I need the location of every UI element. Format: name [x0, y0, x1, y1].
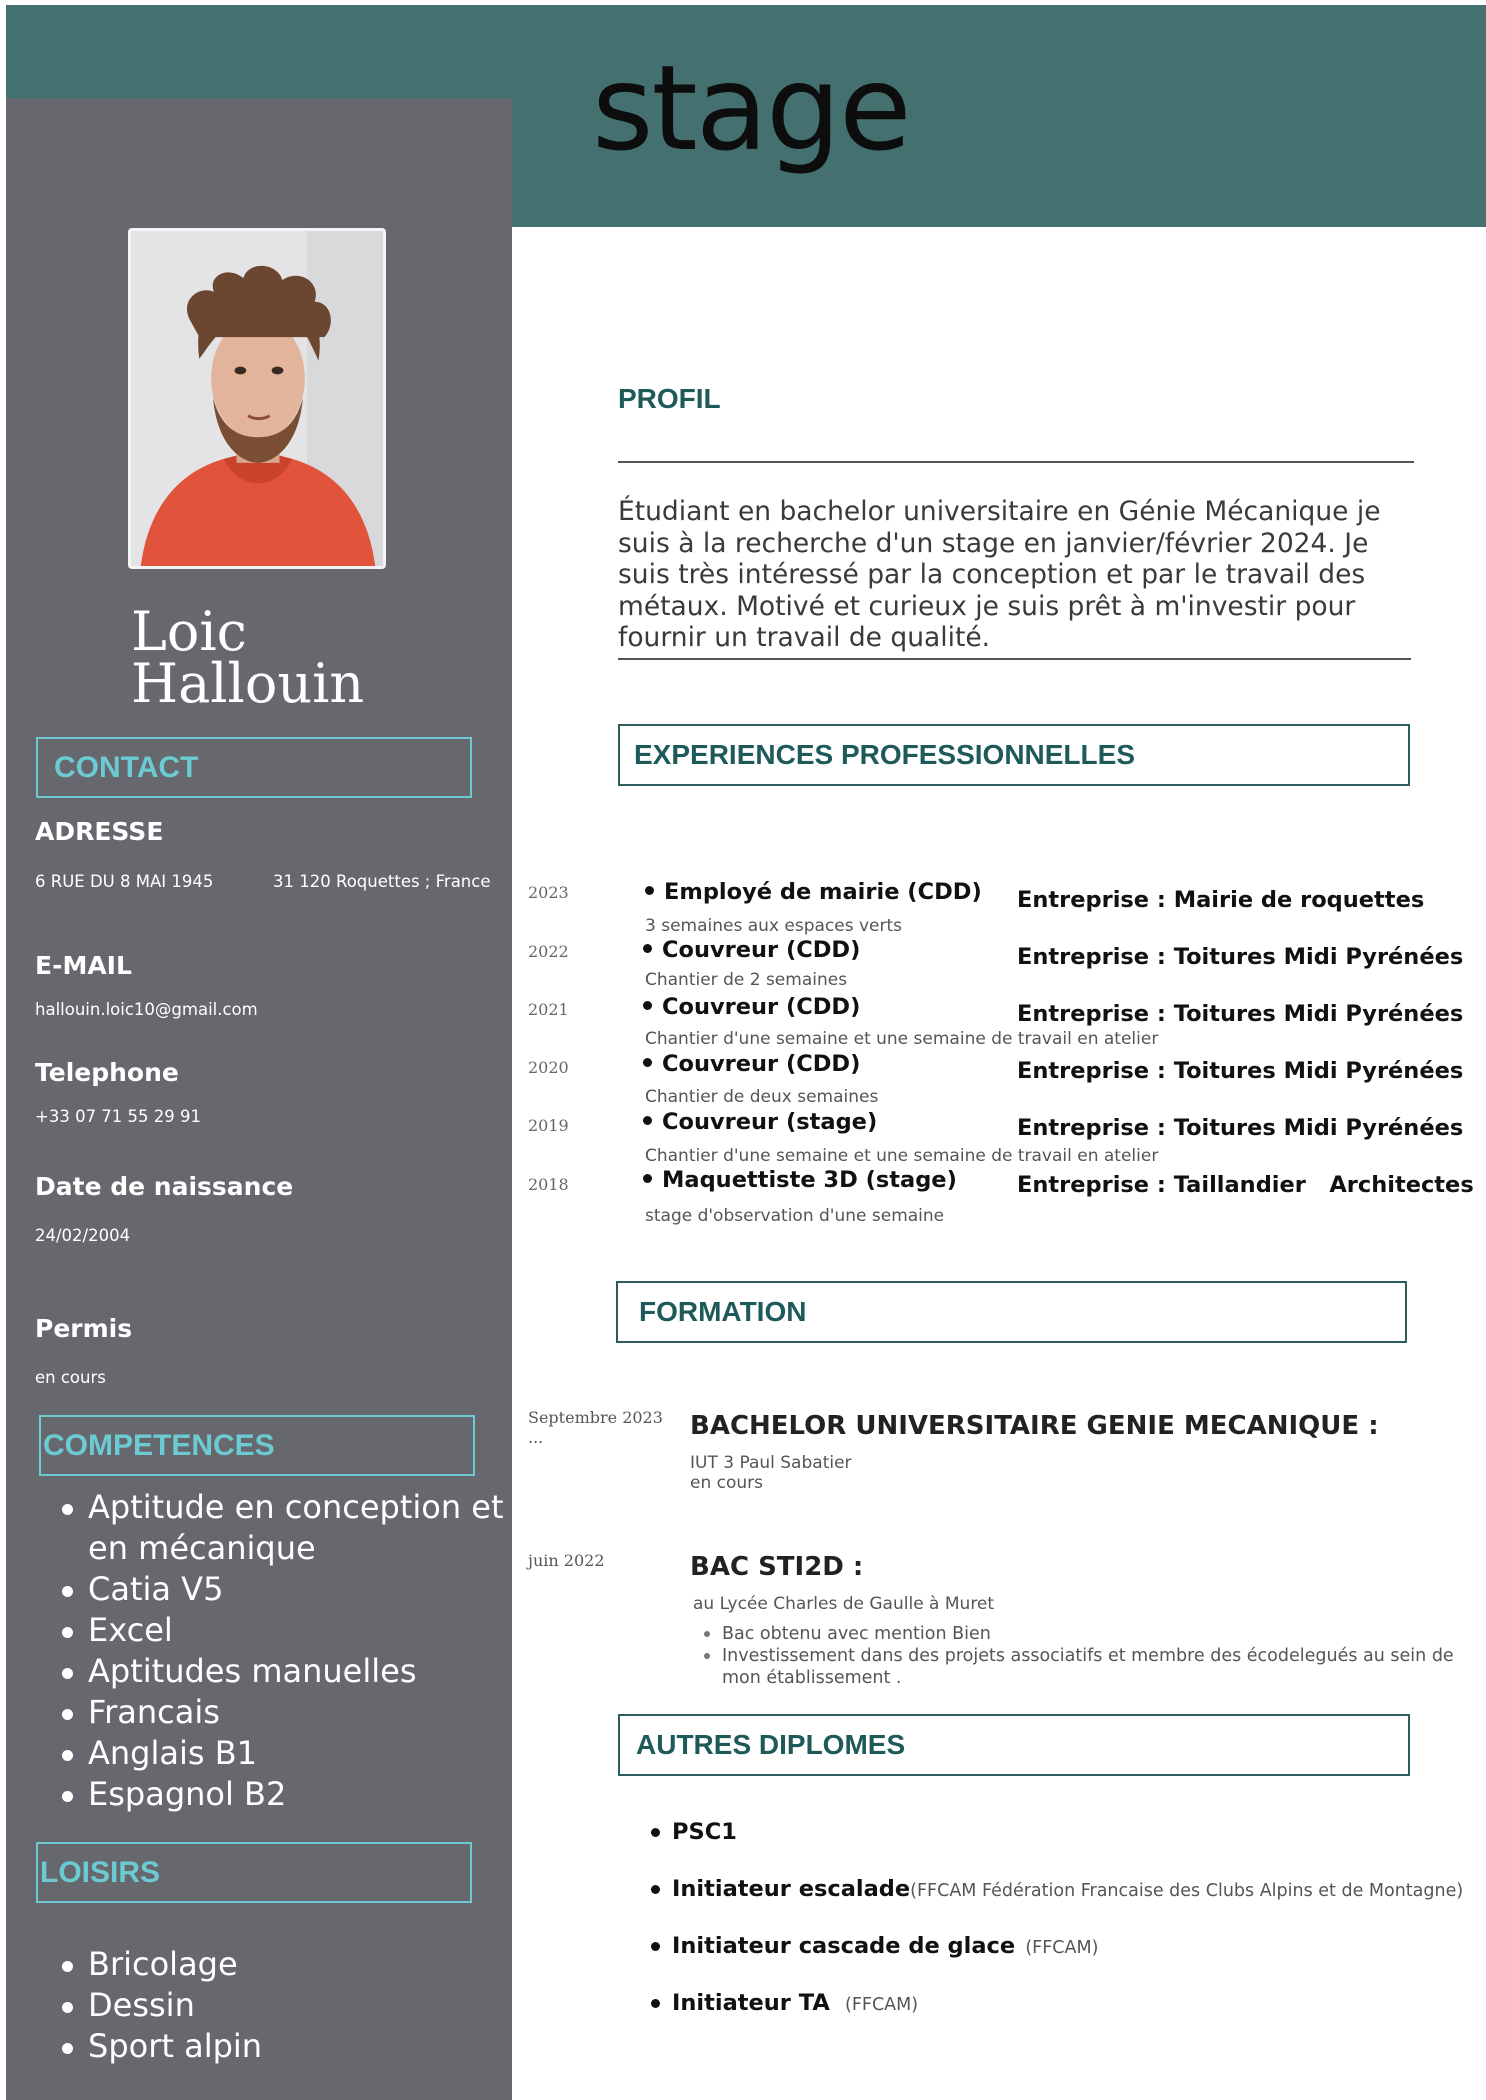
experience-job: Couvreur (CDD) — [643, 994, 860, 1020]
education-date-text: Septembre 2023 — [528, 1408, 663, 1427]
skills-list — [62, 1487, 504, 1815]
experience-year: 2023 — [528, 883, 569, 902]
license-label: Permis — [35, 1314, 133, 1343]
birth-label: Date de naissance — [35, 1172, 294, 1201]
bullet-icon — [645, 886, 654, 895]
bullet-icon — [651, 1942, 660, 1951]
experience-desc: 3 semaines aux espaces verts — [645, 916, 903, 936]
address-line1: 6 RUE DU 8 MAI 1945 — [35, 872, 214, 891]
profile-divider-top — [618, 461, 1414, 463]
experience-job: Couvreur (stage) — [643, 1109, 877, 1135]
experience-desc: stage d'observation d'une semaine — [645, 1206, 945, 1226]
education-section-title: FORMATION — [639, 1296, 807, 1327]
experience-desc: Chantier de 2 semaines — [645, 970, 848, 990]
hobbies-list — [62, 1944, 262, 2067]
diploma-item: Initiateur escalade(FFCAM Fédération Francaise des Clubs Alpins et de Montagne) — [651, 1876, 1463, 1902]
experience-employer: Entreprise : Toitures Midi Pyrénées — [1017, 944, 1464, 970]
education-points — [702, 1623, 1462, 1689]
bullet-icon — [643, 944, 652, 953]
experience-employer: Entreprise : Toitures Midi Pyrénées — [1017, 1001, 1464, 1027]
birth-value: 24/02/2004 — [35, 1226, 131, 1245]
skill-item: Excel — [62, 1610, 504, 1651]
experience-year: 2021 — [528, 1000, 569, 1019]
skill-item: en mécanique — [88, 1529, 316, 1567]
skill-item: Anglais B1 — [62, 1733, 504, 1774]
bullet-icon — [643, 1174, 652, 1183]
education-point: Investissement dans des projets associatifs et membre des écodelegués au sein de mon établissement . — [702, 1645, 1462, 1689]
education-title: BAC STI2D : — [690, 1552, 864, 1582]
hobby-item: Dessin — [62, 1985, 262, 2026]
bullet-icon — [643, 1058, 652, 1067]
hobby-item: Bricolage — [62, 1944, 262, 1985]
experience-job: Couvreur (CDD) — [643, 1051, 860, 1077]
education-title: BACHELOR UNIVERSITAIRE GENIE MECANIQUE : — [690, 1411, 1379, 1441]
bullet-icon — [651, 1828, 660, 1837]
experience-desc: Chantier d'une semaine et une semaine de travail en atelier — [645, 1029, 1159, 1049]
document-title: stage — [592, 39, 910, 177]
skill-item: Espagnol B2 — [62, 1774, 504, 1815]
license-value: en cours — [35, 1368, 106, 1387]
address-label: ADRESSE — [35, 817, 164, 846]
hobby-item: Sport alpin — [62, 2026, 262, 2067]
experience-employer: Entreprise : Toitures Midi Pyrénées — [1017, 1115, 1464, 1141]
education-date-extra: ... — [528, 1428, 544, 1447]
first-name: Loic — [131, 600, 247, 663]
email-value[interactable]: hallouin.loic10@gmail.com — [35, 1000, 258, 1019]
education-point: Bac obtenu avec mention Bien — [702, 1623, 1462, 1645]
experience-desc: Chantier de deux semaines — [645, 1087, 879, 1107]
bullet-icon — [643, 1001, 652, 1010]
profile-photo — [128, 228, 386, 569]
education-date: juin 2022 — [528, 1551, 605, 1570]
phone-label: Telephone — [35, 1058, 179, 1087]
email-label: E-MAIL — [35, 951, 132, 980]
education-school: IUT 3 Paul Sabatier — [690, 1453, 852, 1473]
diplomas-section-title: AUTRES DIPLOMES — [636, 1729, 906, 1760]
experience-year: 2018 — [528, 1175, 569, 1194]
experience-desc: Chantier d'une semaine et une semaine de travail en atelier — [645, 1146, 1159, 1166]
last-name: Hallouin — [131, 652, 365, 715]
skills-section-title: COMPETENCES — [43, 1429, 275, 1462]
experience-year: 2019 — [528, 1116, 569, 1135]
diploma-item: Initiateur cascade de glace (FFCAM) — [651, 1933, 1098, 1959]
profile-section-title: PROFIL — [618, 383, 721, 414]
person-name — [131, 600, 365, 715]
skill-item: Aptitude en conception et — [62, 1487, 504, 1528]
phone-value: +33 07 71 55 29 91 — [35, 1107, 202, 1126]
experience-employer: Entreprise : Mairie de roquettes — [1017, 887, 1425, 913]
experience-employer: Entreprise : Taillandier Architectes — [1017, 1172, 1474, 1198]
skill-item: Aptitudes manuelles — [62, 1651, 504, 1692]
experience-year: 2022 — [528, 942, 569, 961]
experience-employer: Entreprise : Toitures Midi Pyrénées — [1017, 1058, 1464, 1084]
experience-job: Couvreur (CDD) — [643, 937, 860, 963]
skill-item: Catia V5 — [62, 1569, 504, 1610]
diploma-item: Initiateur TA (FFCAM) — [651, 1990, 918, 2016]
address-line2: 31 120 Roquettes ; France — [273, 872, 491, 891]
experience-year: 2020 — [528, 1058, 569, 1077]
profile-divider-bottom — [618, 658, 1411, 660]
profile-text: Étudiant en bachelor universitaire en Génie Mécanique je suis à la recherche d'un stage en janvier/février 2024. Je suis très intéressé par la conception et par le travail des métaux. Motivé et curieux je suis prêt à m'investir pour fournir un travail de qualité. — [618, 496, 1381, 653]
bullet-icon — [643, 1116, 652, 1125]
bullet-icon — [651, 1999, 660, 2008]
experience-job: Employé de mairie (CDD) — [645, 879, 982, 905]
experience-job: Maquettiste 3D (stage) — [643, 1167, 957, 1193]
hobbies-section-title: LOISIRS — [40, 1856, 161, 1889]
education-date — [528, 1408, 663, 1448]
skill-item: Francais — [62, 1692, 504, 1733]
diploma-item: PSC1 — [651, 1819, 737, 1845]
contact-section-title: CONTACT — [54, 751, 199, 784]
experience-section-title: EXPERIENCES PROFESSIONNELLES — [634, 739, 1135, 770]
bullet-icon — [651, 1885, 660, 1894]
education-status: en cours — [690, 1473, 764, 1493]
education-school: au Lycée Charles de Gaulle à Muret — [693, 1594, 995, 1614]
